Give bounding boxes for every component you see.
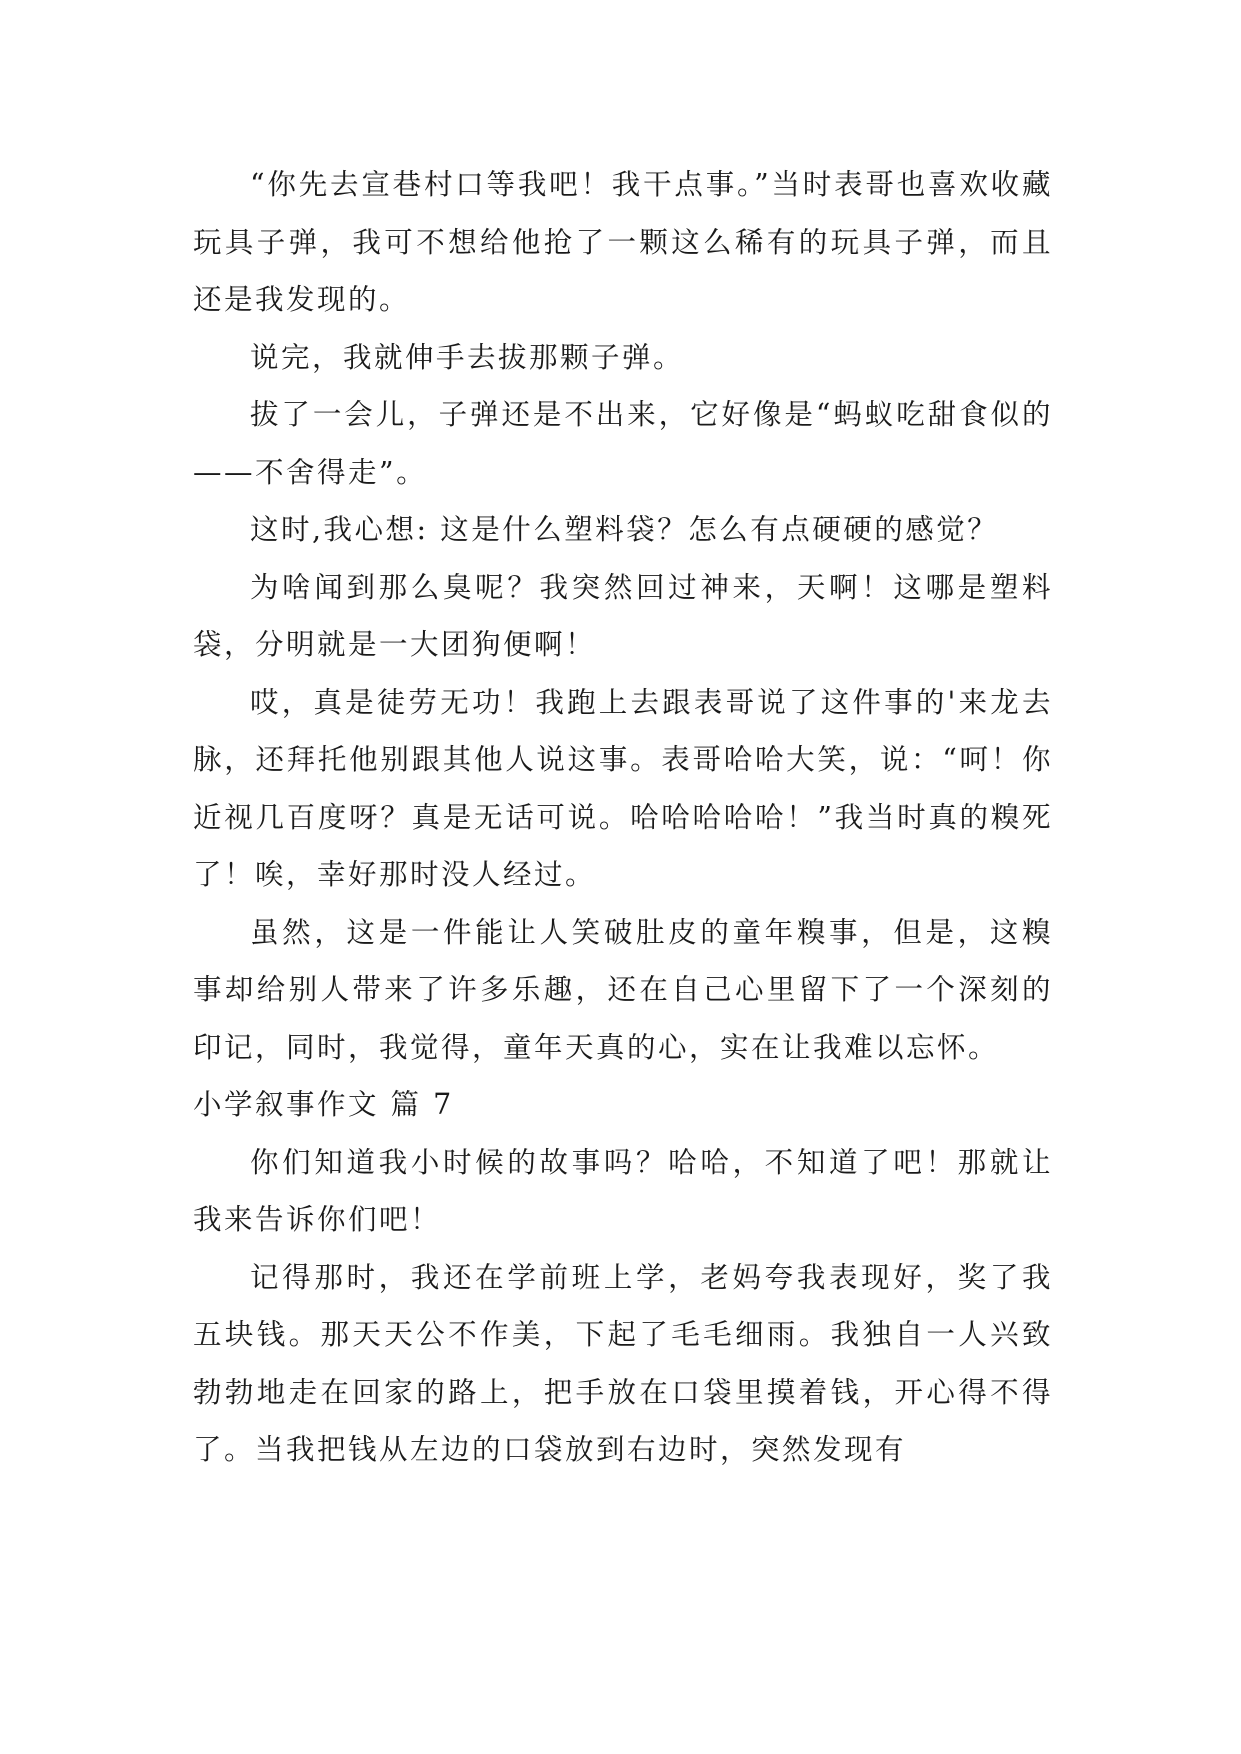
document-body	[193, 156, 1053, 1479]
paragraph: 为啥闻到那么臭呢？我突然回过神来，天啊！这哪是塑料袋，分明就是一大团狗便啊！	[193, 570, 1053, 661]
paragraph: 拔了一会儿，子弹还是不出来，它好像是“蚂蚁吃甜食似的——不舍得走”。	[193, 398, 1053, 489]
paragraph: 说完，我就伸手去拔那颗子弹。	[250, 340, 685, 374]
paragraph: 你们知道我小时候的故事吗？哈哈，不知道了吧！那就让我来告诉你们吧！	[193, 1145, 1053, 1236]
paragraph: 记得那时，我还在学前班上学，老妈夸我表现好，奖了我五块钱。那天天公不作美，下起了毛毛细雨。我独自一人兴致勃勃地走在回家的路上，把手放在口袋里摸着钱，开心得不得了。当我把钱从左边的口袋放到右边时，突然发现有	[193, 1260, 1053, 1466]
paragraph: “你先去宣巷村口等我吧！我干点事。”当时表哥也喜欢收藏玩具子弹，我可不想给他抢了一颗这么稀有的玩具子弹，而且还是我发现的。	[193, 168, 1053, 316]
paragraph: 这时,我心想: 这是什么塑料袋？怎么有点硬硬的感觉？	[250, 513, 999, 546]
paragraph: 哎，真是徒劳无功！我跑上去跟表哥说了这件事的'来龙去脉，还拜托他别跟其他人说这事。表哥哈哈大笑，说：“呵！你近视几百度呀？真是无话可说。哈哈哈哈哈！”我当时真的糗死了！唉，幸好那时没人经过。	[193, 685, 1053, 891]
section-heading: 小学叙事作文 篇 7	[193, 1088, 454, 1121]
paragraph: 虽然，这是一件能让人笑破肚皮的童年糗事，但是，这糗事却给别人带来了许多乐趣，还在自己心里留下了一个深刻的印记，同时，我觉得，童年天真的心，实在让我难以忘怀。	[193, 915, 1053, 1064]
